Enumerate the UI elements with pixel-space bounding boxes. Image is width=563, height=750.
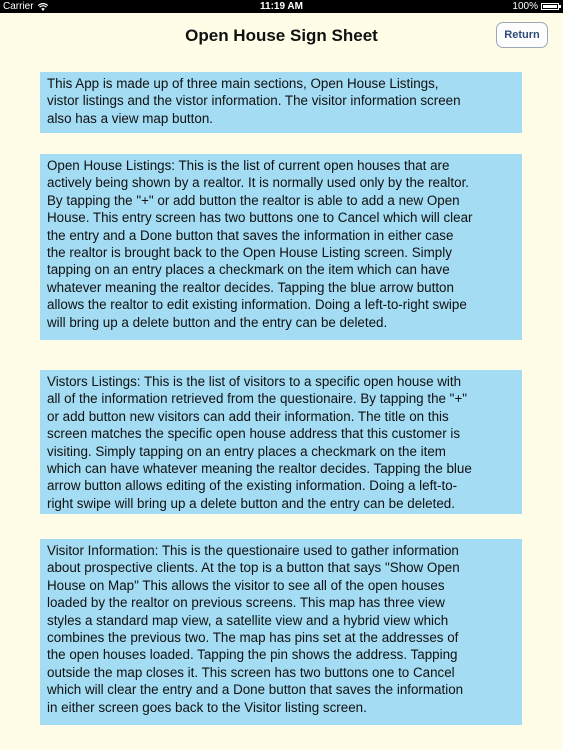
carrier-label: Carrier	[3, 1, 34, 12]
intro-section: This App is made up of three main sections, Open House Listings, vistor listings and the vistor information. The visitor information screen also has a view map button.	[40, 72, 522, 133]
visitor-information-section: Visitor Information: This is the questionaire used to gather information about prospective clients. At the top is a button that says "Show Open House on Map" This allows the visitor to see all of the open houses loaded by the realtor on previous screens. This map has three view styles a standard map view, a satellite view and a hybrid view which combines the previous two. The map has pins set at the addresses of the open houses loaded. Tapping the pin shows the address. Tapping outside the map closes it. This screen has two buttons one to Cancel which will clear the entry and a Done button that saves the information in either screen goes back to the Visitor listing screen.	[40, 539, 522, 725]
battery-percent: 100%	[512, 1, 538, 12]
status-bar	[0, 0, 563, 13]
page-title: Open House Sign Sheet	[185, 26, 378, 45]
visitors-listings-section: Vistors Listings: This is the list of visitors to a specific open house with all of the information retrieved from the questionaire. By tapping the "+" or add button new visitors can add their information. The title on this screen matches the specific open house address that this customer is visiting. Simply tapping on an entry places a checkmark on the item which can have whatever meaning the realtor decides. Tapping the blue arrow button allows editing of the existing information. Doing a left-to- right swipe will bring up a delete button and the entry can be deleted.	[40, 370, 522, 514]
battery-icon	[541, 3, 559, 10]
status-time: 11:19 AM	[260, 1, 303, 12]
status-right	[512, 0, 559, 13]
return-button[interactable]: Return	[496, 22, 548, 48]
open-house-listings-section: Open House Listings: This is the list of current open houses that are actively being shown by a realtor. It is normally used only by the realtor. By tapping the "+" or add button the realtor is able to add a new Open House. This entry screen has two buttons one to Cancel which will clear the entry and a Done button that saves the information in either case the realtor is brought back to the Open House Listing screen. Simply tapping on an entry places a checkmark on the item which can have whatever meaning the realtor decides. Tapping the blue arrow button allows the realtor to edit existing information. Doing a left-to-right swipe will bring up a delete button and the entry can be deleted.	[40, 154, 522, 340]
